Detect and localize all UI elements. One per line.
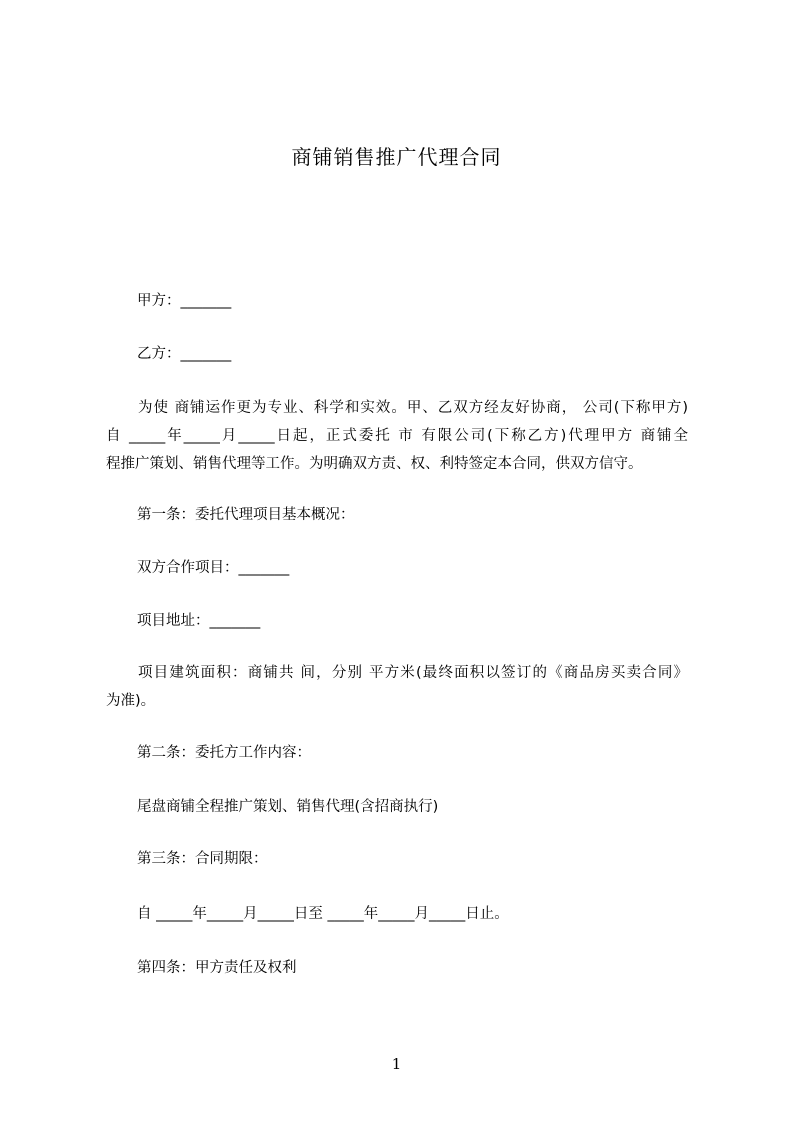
article-2-content: 尾盘商铺全程推广策划、销售代理(含招商执行) — [137, 799, 439, 815]
intro-paragraph-line-3: 程推广策划、销售代理等工作。为明确双方责、权、利特签定本合同，供双方信守。 — [106, 456, 643, 472]
article-1-heading: 第一条：委托代理项目基本概况： — [137, 507, 355, 523]
intro-paragraph-line-1: 为使 商铺运作更为专业、科学和实效。甲、乙双方经友好协商， 公司(下称甲方) — [138, 400, 688, 416]
building-area-line-2: 为准)。 — [106, 693, 156, 709]
building-area-line-1: 项目建筑面积：商铺共 间，分别 平方米(最终面积以签订的《商品房买卖合同》 — [138, 665, 688, 681]
article-3-heading: 第三条：合同期限： — [137, 851, 268, 867]
article-2-heading: 第二条：委托方工作内容： — [137, 745, 311, 761]
project-address-line: 项目地址：_______ — [137, 613, 261, 629]
party-a-line: 甲方：_______ — [137, 293, 232, 309]
article-3-content: 自 _____年_____月_____日至 _____年_____月_____日止。 — [137, 906, 509, 922]
document-title: 商铺销售推广代理合同 — [291, 145, 502, 169]
article-4-heading: 第四条：甲方责任及权利 — [137, 960, 297, 976]
project-name-line: 双方合作项目：_______ — [137, 560, 290, 576]
page-number: 1 — [391, 1055, 402, 1073]
party-b-line: 乙方：_______ — [137, 346, 232, 362]
intro-paragraph-line-2: 自 _____年_____月_____日起，正式委托 市 有限公司(下称乙方)代理甲方 商铺全 — [106, 428, 688, 444]
